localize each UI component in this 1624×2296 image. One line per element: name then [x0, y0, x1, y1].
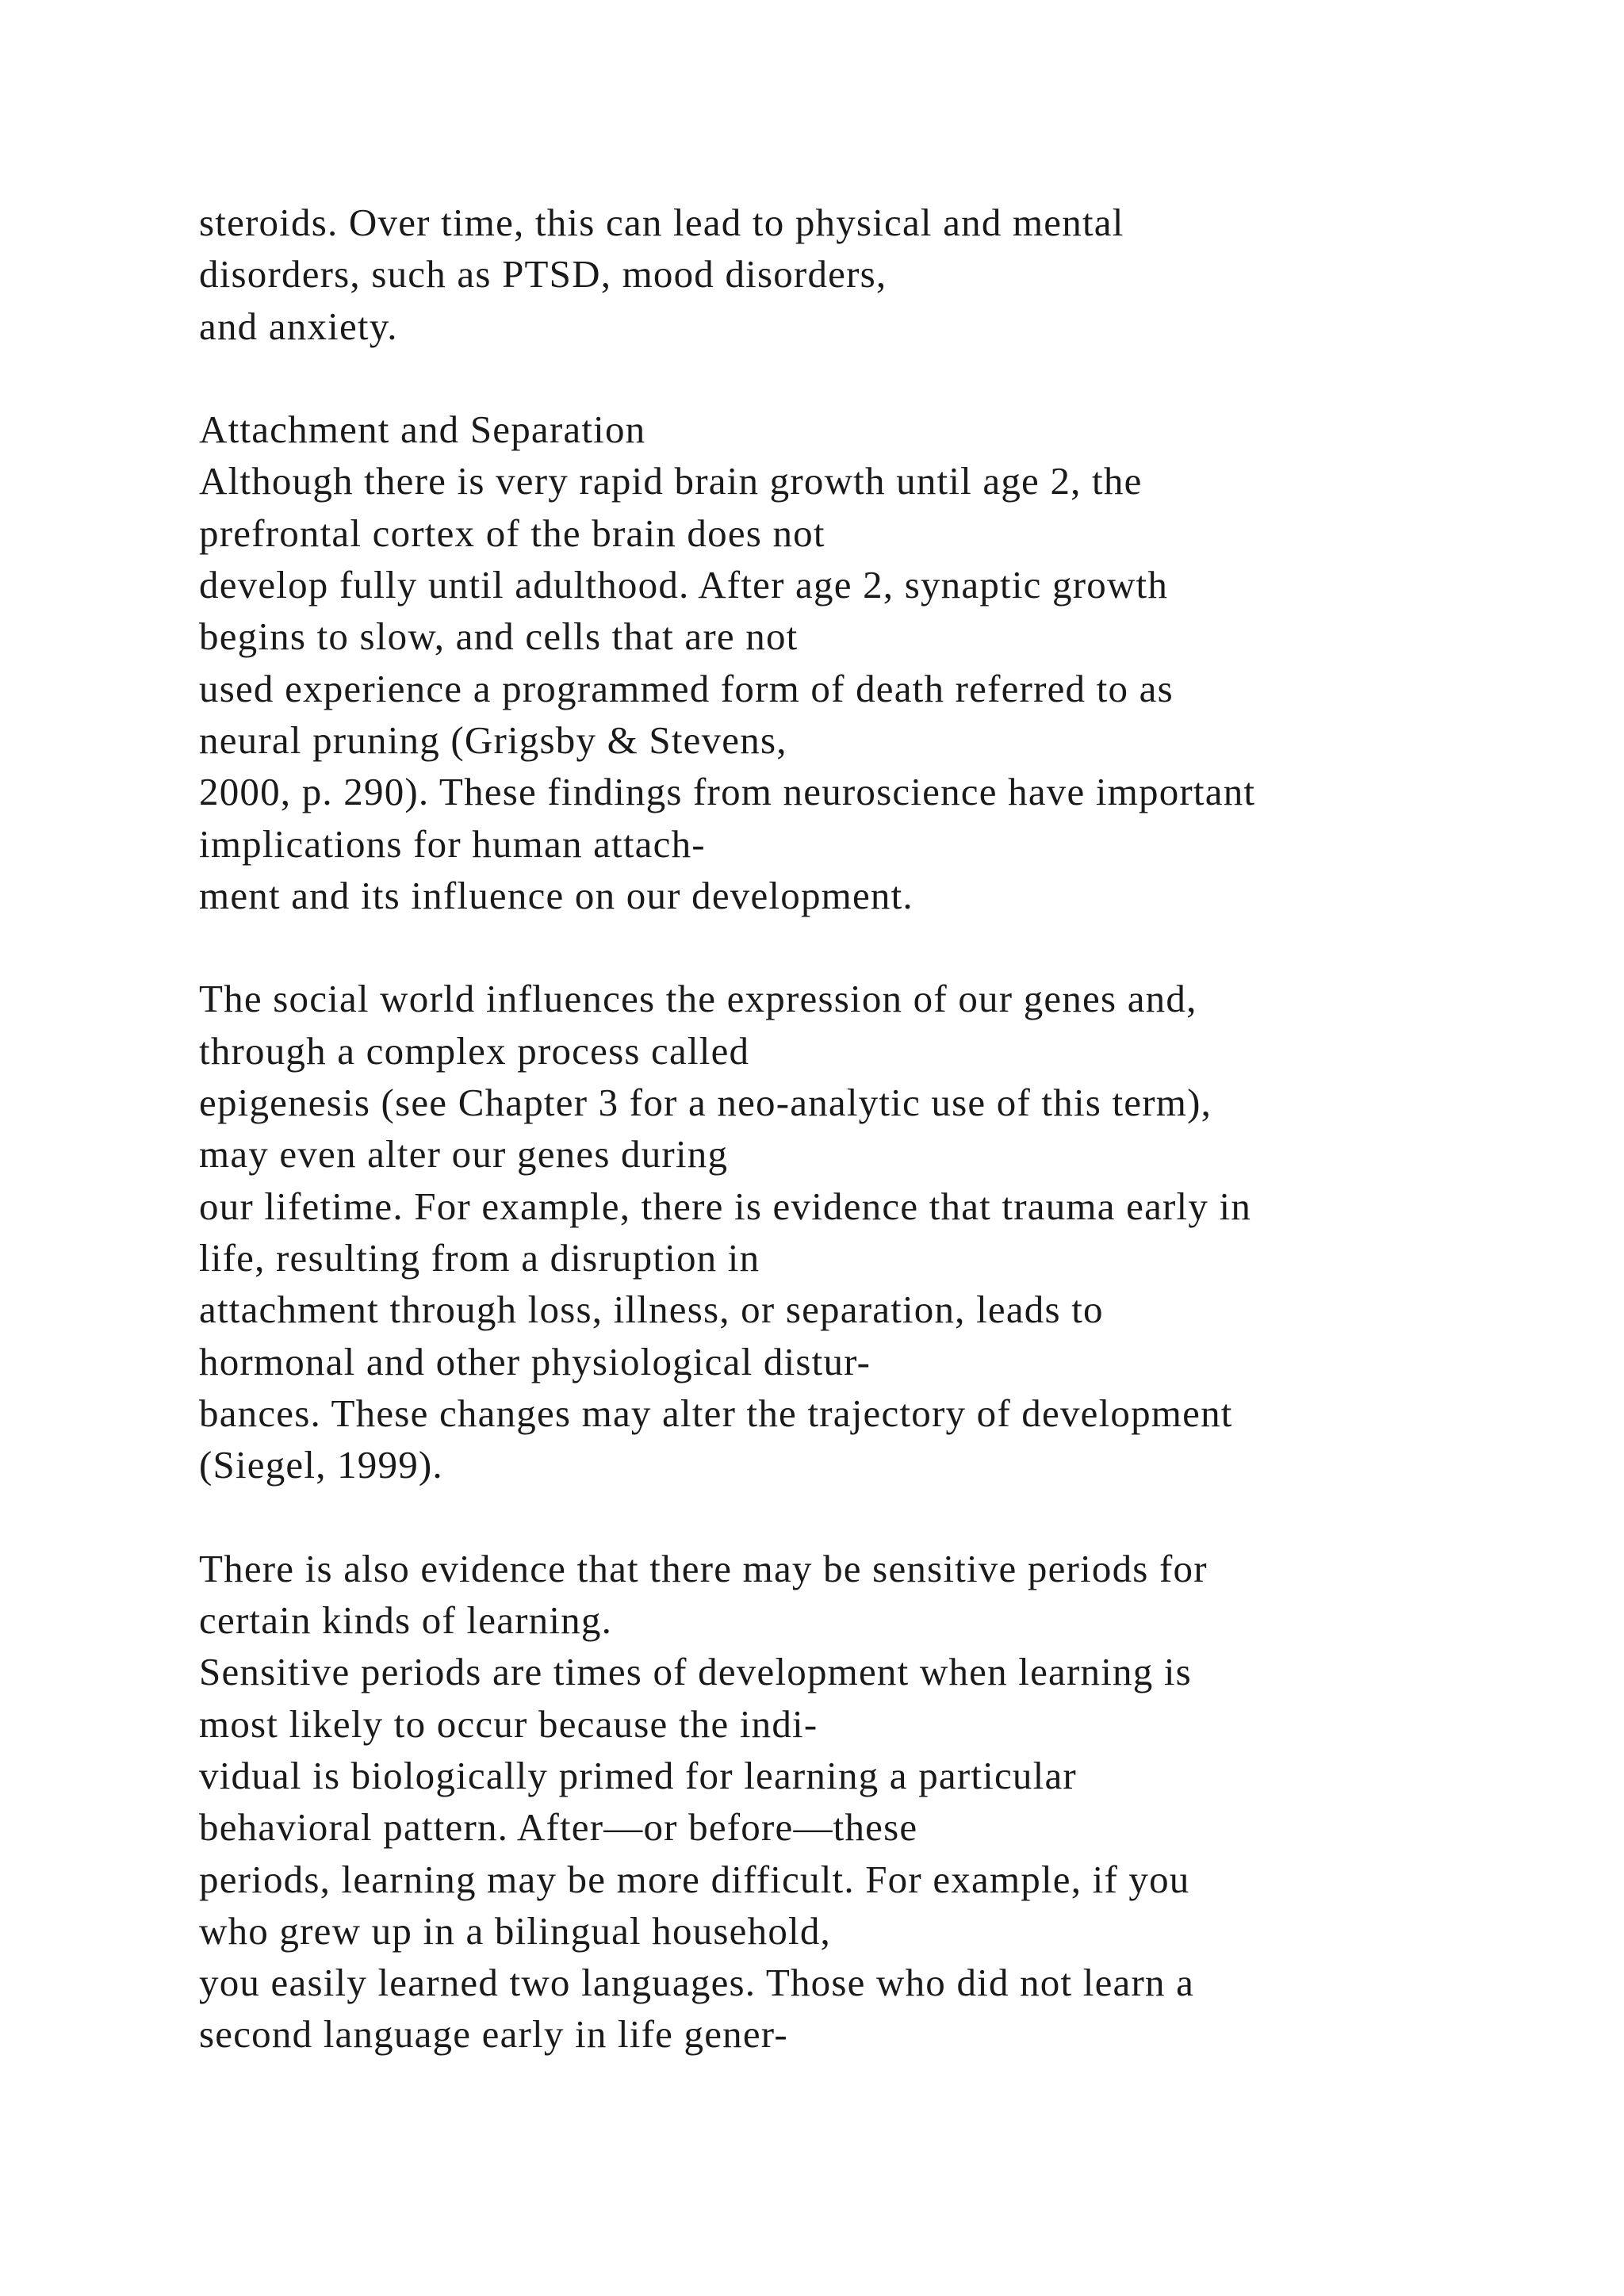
text-line: disorders, such as PTSD, mood disorders,: [199, 252, 887, 297]
text-line: begins to slow, and cells that are not: [199, 614, 799, 659]
text-line: our lifetime. For example, there is evidence that trauma early in: [199, 1184, 1252, 1228]
paragraph-p1: [199, 197, 1611, 352]
text-line: second language early in life gener-: [199, 2012, 788, 2057]
text-line: Sensitive periods are times of development when learning is: [199, 1650, 1192, 1694]
text-line: certain kinds of learning.: [199, 1598, 613, 1643]
text-line: most likely to occur because the indi-: [199, 1701, 818, 1746]
text-line: The social world influences the expression of our genes and,: [199, 977, 1197, 1021]
paragraph-gap: [199, 921, 1611, 973]
text-line: attachment through loss, illness, or separation, leads to: [199, 1288, 1104, 1332]
text-line: neural pruning (Grigsby & Stevens,: [199, 718, 787, 762]
text-line: implications for human attach-: [199, 821, 706, 866]
text-line: you easily learned two languages. Those who did not learn a: [199, 1961, 1195, 2005]
document-body: [199, 197, 1611, 2061]
text-line: life, resulting from a disruption in: [199, 1235, 760, 1280]
text-line: bances. These changes may alter the trajectory of development: [199, 1391, 1233, 1435]
text-line: (Siegel, 1999).: [199, 1443, 443, 1487]
text-line: Although there is very rapid brain growth until age 2, the: [199, 459, 1143, 503]
text-line: epigenesis (see Chapter 3 for a neo-analytic use of this term),: [199, 1081, 1212, 1125]
text-line: vidual is biologically primed for learning a particular: [199, 1753, 1077, 1797]
paragraph-p4: [199, 1543, 1611, 2061]
text-line: prefrontal cortex of the brain does not: [199, 511, 825, 555]
text-line: behavioral pattern. After—or before—these: [199, 1805, 918, 1850]
paragraph-gap: [199, 1490, 1611, 1542]
text-line: develop fully until adulthood. After age 2, synaptic growth: [199, 563, 1169, 607]
paragraph-gap: [199, 352, 1611, 404]
text-line: through a complex process called: [199, 1028, 750, 1073]
text-line: and anxiety.: [199, 304, 398, 348]
paragraph-p3: [199, 973, 1611, 1490]
paragraph-p2: [199, 404, 1611, 921]
text-line: 2000, p. 290). These findings from neuroscience have important: [199, 770, 1256, 814]
text-line: There is also evidence that there may be sensitive periods for: [199, 1546, 1208, 1590]
text-line: periods, learning may be more difficult. For example, if you: [199, 1857, 1190, 1901]
text-line: hormonal and other physiological distur-: [199, 1339, 871, 1383]
text-line: who grew up in a bilingual household,: [199, 1908, 831, 1953]
text-line: steroids. Over time, this can lead to physical and mental: [199, 201, 1124, 244]
text-line: may even alter our genes during: [199, 1132, 729, 1177]
text-line: ment and its influence on our development.: [199, 873, 914, 917]
text-line: used experience a programmed form of death referred to as: [199, 666, 1174, 710]
section-heading: Attachment and Separation: [199, 408, 646, 452]
